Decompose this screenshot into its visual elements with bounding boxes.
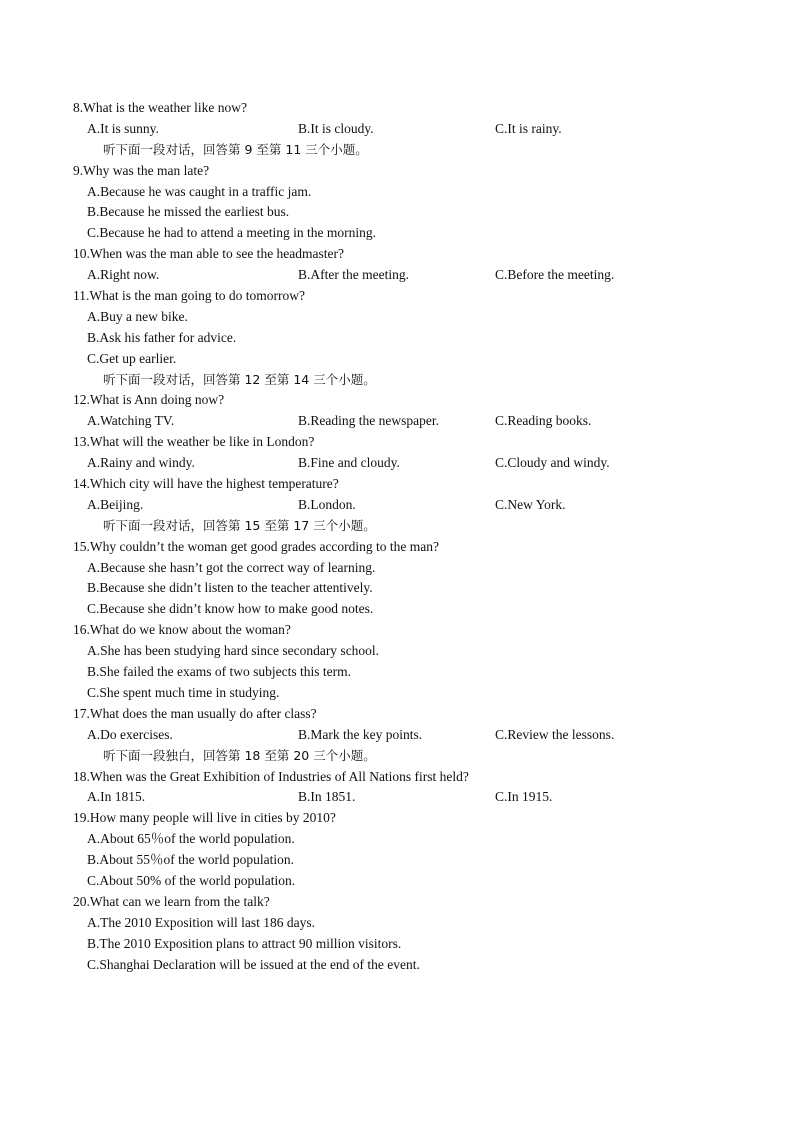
answer-option: B.In 1851.: [298, 789, 356, 805]
answer-option: B.About 55％of the world population.: [87, 852, 294, 868]
option-row: [73, 411, 753, 432]
answer-option: B.Because she didn’t listen to the teacher attentively.: [87, 580, 373, 596]
answer-option: C.Get up earlier.: [87, 350, 177, 366]
option-row: [73, 725, 753, 746]
answer-option: B.Mark the key points.: [298, 726, 423, 742]
answer-option: A.Watching TV.: [87, 413, 175, 429]
answer-option: B.Because he missed the earliest bus.: [87, 204, 290, 220]
answer-option: C.Because he had to attend a meeting in the morning.: [87, 225, 377, 241]
answer-option: A.Beijing.: [87, 496, 144, 512]
answer-option: B.Fine and cloudy.: [298, 455, 400, 471]
answer-option: A.It is sunny.: [87, 120, 159, 136]
question-stem: 14.Which city will have the highest temperature?: [73, 476, 339, 492]
answer-option: C.Cloudy and windy.: [495, 455, 610, 471]
question-stem: 12.What is Ann doing now?: [73, 392, 225, 408]
answer-option: B.She failed the exams of two subjects this term.: [87, 664, 351, 680]
question-stem: 17.What does the man usually do after class?: [73, 705, 317, 721]
answer-option: C.Reading books.: [495, 413, 592, 429]
section-instruction: 听下面一段对话，回答第 9 至第 11 三个小题。: [103, 141, 368, 157]
answer-option: C.Because she didn’t know how to make good notes.: [87, 601, 374, 617]
answer-option: A.Do exercises.: [87, 726, 173, 742]
answer-option: B.Reading the newspaper.: [298, 413, 439, 429]
answer-option: C.New York.: [495, 496, 566, 512]
answer-option: B.Ask his father for advice.: [87, 329, 237, 345]
answer-option: A.The 2010 Exposition will last 186 days.: [87, 914, 315, 930]
question-stem: 18.When was the Great Exhibition of Industries of All Nations first held?: [73, 768, 469, 784]
section-instruction: 听下面一段对话，回答第 15 至第 17 三个小题。: [103, 517, 376, 533]
question-stem: 16.What do we know about the woman?: [73, 622, 291, 638]
question-stem: 10.When was the man able to see the headmaster?: [73, 246, 345, 262]
option-row: [73, 495, 753, 516]
question-stem: 9.Why was the man late?: [73, 162, 210, 178]
answer-option: B.The 2010 Exposition plans to attract 90 million visitors.: [87, 935, 402, 951]
option-row: [73, 787, 753, 808]
answer-option: B.After the meeting.: [298, 267, 409, 283]
option-row: [73, 453, 753, 474]
answer-option: C.Shanghai Declaration will be issued at the end of the event.: [87, 956, 420, 972]
answer-option: C.In 1915.: [495, 789, 553, 805]
option-row: [73, 119, 753, 140]
answer-option: A.She has been studying hard since secondary school.: [87, 643, 380, 659]
answer-option: A.Right now.: [87, 267, 160, 283]
option-row: [73, 265, 753, 286]
answer-option: C.She spent much time in studying.: [87, 684, 280, 700]
answer-option: A.Rainy and windy.: [87, 455, 195, 471]
section-instruction: 听下面一段对话，回答第 12 至第 14 三个小题。: [103, 371, 376, 387]
answer-option: C.About 50% of the world population.: [87, 872, 296, 888]
question-stem: 15.Why couldn’t the woman get good grades according to the man?: [73, 538, 440, 554]
answer-option: A.Because she hasn’t got the correct way of learning.: [87, 559, 376, 575]
question-stem: 19.How many people will live in cities by 2010?: [73, 810, 336, 826]
question-list: [73, 98, 753, 975]
answer-option: C.Review the lessons.: [495, 726, 615, 742]
section-instruction: 听下面一段独白，回答第 18 至第 20 三个小题。: [103, 747, 376, 763]
question-stem: 8.What is the weather like now?: [73, 100, 247, 115]
answer-option: A.Buy a new bike.: [87, 308, 188, 324]
answer-option: A.In 1815.: [87, 789, 146, 805]
answer-option: C.It is rainy.: [495, 120, 562, 136]
question-stem: 13.What will the weather be like in London?: [73, 434, 315, 450]
answer-option: A.Because he was caught in a traffic jam.: [87, 183, 312, 199]
answer-option: B.It is cloudy.: [298, 120, 374, 136]
question-stem: 11.What is the man going to do tomorrow?: [73, 288, 305, 304]
answer-option: B.London.: [298, 496, 356, 512]
answer-option: A.About 65％of the world population.: [87, 831, 295, 847]
question-stem: 20.What can we learn from the talk?: [73, 893, 270, 909]
answer-option: C.Before the meeting.: [495, 267, 615, 283]
